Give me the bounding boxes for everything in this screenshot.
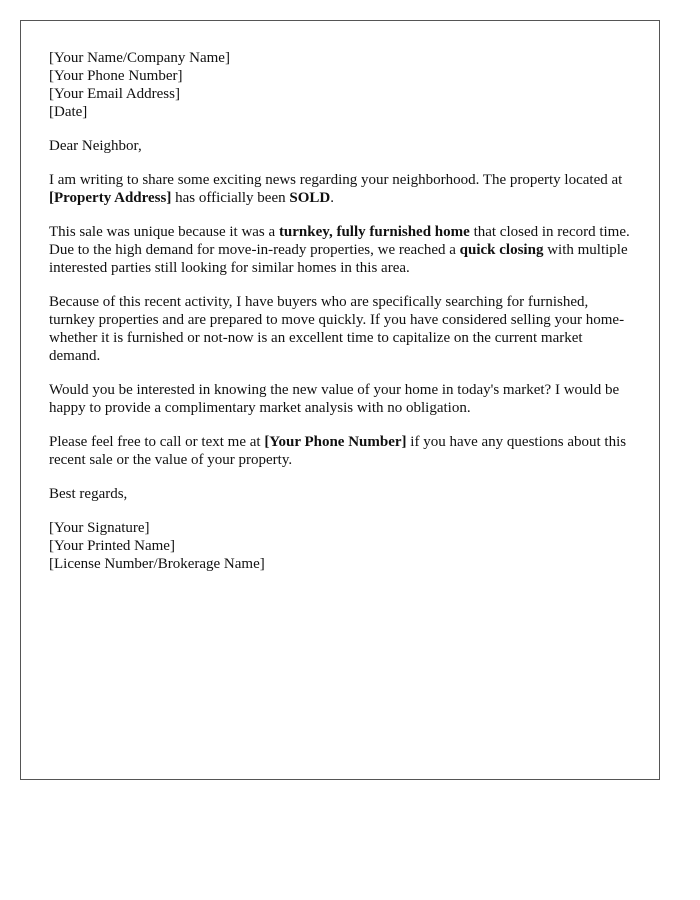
contact-phone: [Your Phone Number] (264, 434, 407, 450)
letter-frame (20, 20, 660, 780)
paragraph5-text2: if you have any questions about this recent sale or the value of your property. (49, 434, 627, 468)
paragraph-contact (49, 433, 637, 469)
paragraph1-text3: . (330, 190, 334, 206)
paragraph1-text2: has officially been (171, 190, 290, 206)
paragraph2-text1: This sale was unique because it was a (49, 224, 279, 240)
closing: Best regards, (49, 486, 128, 502)
paragraph5-text1: Please feel free to call or text me at (49, 434, 265, 450)
license-brokerage: [License Number/Brokerage Name] (49, 556, 265, 572)
salutation: Dear Neighbor, (49, 138, 142, 154)
paragraph-market-analysis: Would you be interested in knowing the new value of your home in today's market? I would be happy to provide a complimentary market analysis with no obligation. (49, 382, 620, 416)
signature: [Your Signature] (49, 520, 150, 536)
paragraph-sale-details (49, 223, 637, 277)
sender-email: [Your Email Address] (49, 86, 180, 102)
turnkey-emphasis: turnkey, fully furnished home (278, 224, 470, 240)
sender-name: [Your Name/Company Name] (49, 50, 230, 66)
quick-closing-emphasis: quick closing (459, 242, 544, 258)
paragraph-sold-announcement (49, 171, 637, 207)
paragraph2-text3: with multiple interested parties still looking for similar homes in this area. (49, 242, 628, 276)
paragraph2-text2: that closed in record time. Due to the high demand for move-in-ready properties, we reached a (49, 224, 630, 258)
letter-body (49, 49, 637, 589)
printed-name: [Your Printed Name] (49, 538, 175, 554)
property-address: [Property Address] (49, 190, 172, 206)
sold-emphasis: SOLD (289, 190, 331, 206)
sender-block (49, 49, 637, 121)
sender-phone: [Your Phone Number] (49, 68, 183, 84)
paragraph-buyer-demand: Because of this recent activity, I have buyers who are specifically searching for furnished, turnkey properties and are prepared to move quickly. If you have considered selling your home-whether it is furnished or not-now is an excellent time to capitalize on the current market demand. (49, 294, 625, 364)
signature-block (49, 519, 637, 573)
paragraph1-text1: I am writing to share some exciting news regarding your neighborhood. The property located at (49, 172, 623, 188)
letter-date: [Date] (49, 104, 88, 120)
